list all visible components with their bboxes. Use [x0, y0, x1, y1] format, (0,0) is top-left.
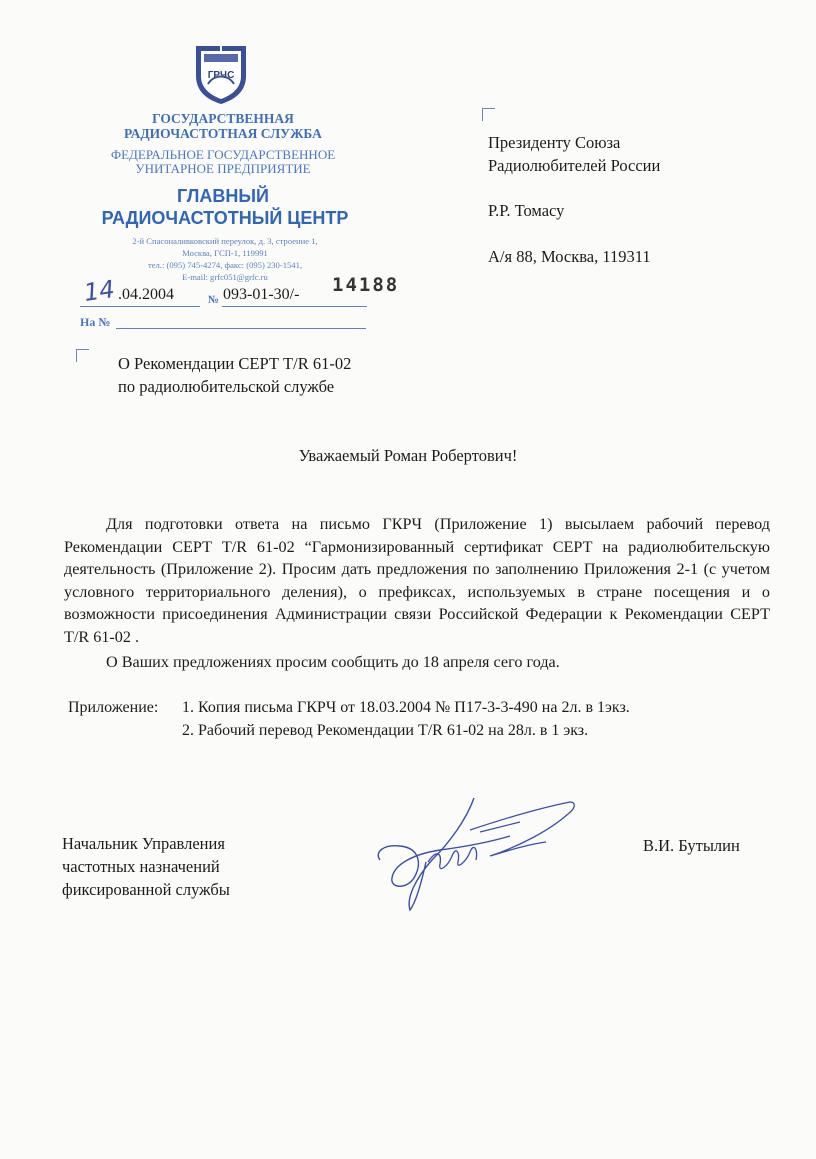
- address-line-3: тел.: (095) 745-4274, факс: (095) 230-1541,: [147, 260, 303, 270]
- addressee-name: Р.Р. Томасу: [488, 201, 565, 220]
- attachments-label: Приложение:: [68, 699, 159, 716]
- body-paragraph-1: Для подготовки ответа на письмо ГКРЧ (Приложение 1) высылаем рабочий перевод Рекомендации СЕРТ T/R 61-02 “Гармонизированный сертификат СЕРТ на радиолюбительскую деятельность (Приложение 2). Просим дать предложения по заполнению Приложения 2-1 (с учетом условного территориального деления), о префиксах, используемых в стране посещения и о возможности присоединения Администрации связи Российской Федерации к Рекомендации СЕРТ T/R 61-02 .: [64, 515, 770, 646]
- signatory-name: В.И. Бутылин: [643, 836, 740, 855]
- letterhead-line-2: РАДИОЧАСТОТНАЯ СЛУЖБА: [124, 126, 322, 141]
- body-paragraph-2: О Ваших предложениях просим сообщить до 18 апреля сего года.: [106, 653, 560, 671]
- organization-name-line-1: ГЛАВНЫЙ: [177, 186, 269, 206]
- signatory-title-line-2: частотных назначений: [62, 857, 220, 876]
- emblem-text: ГРЧС: [207, 70, 235, 81]
- organization-name-line-2: РАДИОЧАСТОТНЫЙ ЦЕНТР: [101, 208, 349, 228]
- registration-number: 093-01-30/-: [223, 286, 300, 303]
- letterhead-line-1: ГОСУДАРСТВЕННАЯ: [152, 111, 294, 126]
- address-line-4: E-mail: grfc051@grfc.ru: [182, 272, 268, 282]
- attachment-item-1: 1. Копия письма ГКРЧ от 18.03.2004 № П17-3-3-490 на 2л. в 1экз.: [182, 699, 630, 716]
- signatory-title-line-3: фиксированной службы: [62, 880, 230, 899]
- letterhead-line-4: УНИТАРНОЕ ПРЕДПРИЯТИЕ: [135, 161, 311, 176]
- subject-line-1: О Рекомендации СЕРТ T/R 61-02: [118, 354, 352, 373]
- addressee-line-2: Радиолюбителей России: [488, 156, 661, 175]
- stamp-number: 14188: [332, 274, 400, 296]
- address-line-1: 2-й Спасоналивковский переулок, д. 3, строение 1,: [132, 236, 318, 246]
- addressee-address: А/я 88, Москва, 119311: [488, 247, 651, 266]
- salutation: Уважаемый Роман Робертович!: [298, 446, 518, 465]
- subject-line-2: по радиолюбительской службе: [118, 377, 335, 396]
- address-line-2: Москва, ГСП-1, 119991: [182, 248, 268, 258]
- date-underline: [80, 306, 200, 307]
- handwritten-day: 14: [82, 275, 117, 307]
- registration-date: .04.2004: [118, 286, 174, 303]
- letterhead-line-3: ФЕДЕРАЛЬНОЕ ГОСУДАРСТВЕННОЕ: [110, 147, 336, 162]
- subject-corner-mark: [76, 349, 89, 362]
- attachment-item-2: 2. Рабочий перевод Рекомендации T/R 61-02 на 28л. в 1 экз.: [182, 722, 589, 739]
- emblem-logo-icon: [190, 42, 252, 106]
- addressee-corner-mark: [482, 108, 495, 121]
- number-underline: [222, 306, 367, 307]
- number-sign: №: [208, 294, 220, 306]
- addressee-line-1: Президенту Союза: [488, 133, 621, 152]
- handwritten-signature: [370, 790, 590, 920]
- reply-to-label: На №: [80, 315, 111, 329]
- reply-to-underline: [116, 328, 366, 329]
- signatory-title-line-1: Начальник Управления: [62, 834, 225, 853]
